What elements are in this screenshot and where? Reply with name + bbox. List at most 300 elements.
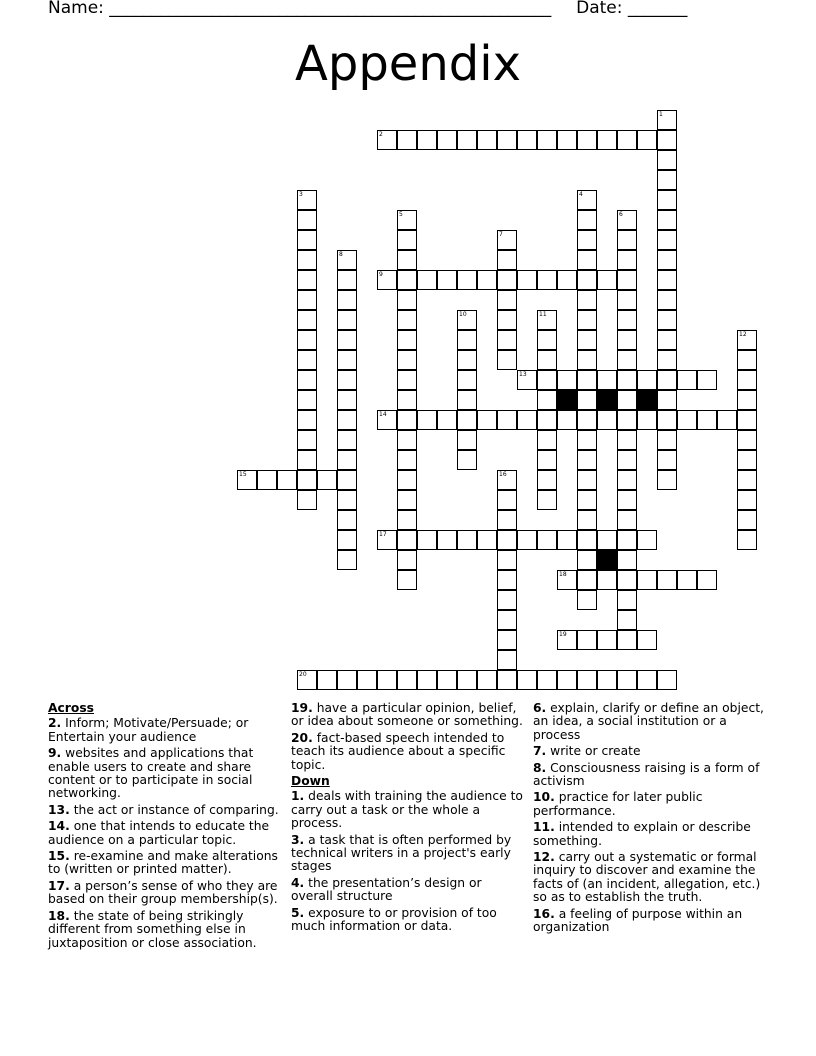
grid-cell[interactable] (677, 570, 697, 590)
clue-number-label: 15 (239, 471, 247, 478)
grid-cell[interactable] (397, 410, 417, 430)
grid-cell[interactable] (337, 350, 357, 370)
grid-cell[interactable] (397, 310, 417, 330)
grid-cell[interactable] (737, 410, 757, 430)
clue-number: 11. (533, 820, 555, 835)
grid-cell[interactable] (497, 270, 517, 290)
clue-text: the presentation’s design or overall structure (291, 875, 482, 904)
clue-down-12 (533, 851, 769, 905)
grid-cell[interactable] (637, 570, 657, 590)
grid-cell[interactable] (337, 530, 357, 550)
date-blank[interactable]: _______ (627, 0, 688, 18)
grid-cell[interactable] (477, 410, 497, 430)
grid-cell[interactable] (417, 410, 437, 430)
grid-cell[interactable] (597, 370, 617, 390)
grid-cell[interactable] (297, 230, 317, 250)
grid-cell[interactable] (437, 670, 457, 690)
clue-text: a task that is often performed by technical writers in a project's early stages (291, 832, 512, 874)
grid-cell[interactable] (657, 290, 677, 310)
grid-cell[interactable] (397, 390, 417, 410)
grid-cell[interactable] (357, 670, 377, 690)
grid-cell[interactable] (377, 410, 397, 430)
grid-cell[interactable] (497, 290, 517, 310)
grid-cell[interactable] (737, 530, 757, 550)
grid-cell[interactable] (657, 430, 677, 450)
grid-cell[interactable] (577, 530, 597, 550)
grid-cell[interactable] (297, 310, 317, 330)
clue-text: have a particular opinion, belief, or idea about someone or something. (291, 701, 523, 729)
grid-cell[interactable] (337, 670, 357, 690)
grid-cell[interactable] (597, 270, 617, 290)
grid-cell[interactable] (317, 470, 337, 490)
grid-cell[interactable] (577, 270, 597, 290)
grid-cell[interactable] (657, 330, 677, 350)
grid-cell[interactable] (597, 570, 617, 590)
grid-cell[interactable] (457, 430, 477, 450)
grid-cell[interactable] (517, 130, 537, 150)
grid-cell[interactable] (577, 630, 597, 650)
grid-cell[interactable] (337, 510, 357, 530)
grid-cell[interactable] (617, 450, 637, 470)
grid-cell[interactable] (397, 330, 417, 350)
grid-cell[interactable] (537, 490, 557, 510)
black-cell (597, 550, 617, 570)
clue-text: a person’s sense of who they are based on their group membership(s). (48, 878, 278, 907)
grid-cell[interactable] (577, 190, 597, 210)
grid-cell[interactable] (557, 630, 577, 650)
grid-cell[interactable] (617, 210, 637, 230)
grid-cell[interactable] (497, 330, 517, 350)
page-title: Appendix (295, 36, 521, 92)
grid-cell[interactable] (297, 330, 317, 350)
clue-number: 9. (48, 746, 62, 761)
clue-text: a feeling of purpose within an organization (533, 906, 743, 935)
clue-text: carry out a systematic or formal inquiry to discover and examine the facts of (an incident, allegation, etc.) so as to establish the truth. (533, 850, 761, 905)
grid-cell[interactable] (537, 470, 557, 490)
grid-cell[interactable] (577, 450, 597, 470)
grid-cell[interactable] (397, 230, 417, 250)
grid-cell[interactable] (617, 370, 637, 390)
grid-cell[interactable] (637, 410, 657, 430)
grid-cell[interactable] (457, 330, 477, 350)
clue-down-3 (291, 834, 523, 874)
grid-cell[interactable] (657, 190, 677, 210)
grid-cell[interactable] (617, 670, 637, 690)
grid-cell[interactable] (737, 490, 757, 510)
clue-number-label: 10 (459, 311, 467, 318)
grid-cell[interactable] (537, 350, 557, 370)
grid-cell[interactable] (657, 350, 677, 370)
grid-cell[interactable] (617, 290, 637, 310)
clue-number: 20. (291, 730, 313, 745)
clue-text: practice for later public performance. (533, 790, 703, 818)
grid-cell[interactable] (597, 130, 617, 150)
grid-cell[interactable] (517, 410, 537, 430)
grid-cell[interactable] (437, 130, 457, 150)
grid-cell[interactable] (437, 530, 457, 550)
grid-cell[interactable] (297, 270, 317, 290)
grid-cell[interactable] (657, 370, 677, 390)
clue-text: the state of being strikingly different from something else in juxtaposition or close association. (48, 908, 257, 950)
grid-cell[interactable] (657, 670, 677, 690)
grid-cell[interactable] (337, 550, 357, 570)
grid-cell[interactable] (537, 370, 557, 390)
grid-cell[interactable] (557, 570, 577, 590)
grid-cell[interactable] (337, 410, 357, 430)
grid-cell[interactable] (617, 270, 637, 290)
grid-cell[interactable] (417, 270, 437, 290)
grid-cell[interactable] (297, 670, 317, 690)
grid-cell[interactable] (457, 450, 477, 470)
grid-cell[interactable] (537, 390, 557, 410)
clue-text: websites and applications that enable users to create and share content or to participate in social networking. (48, 746, 254, 801)
grid-cell[interactable] (377, 130, 397, 150)
clue-down-5 (291, 907, 523, 934)
grid-cell[interactable] (377, 270, 397, 290)
grid-cell[interactable] (577, 370, 597, 390)
grid-cell[interactable] (497, 230, 517, 250)
grid-cell[interactable] (457, 130, 477, 150)
grid-cell[interactable] (297, 250, 317, 270)
grid-cell[interactable] (497, 490, 517, 510)
clue-text: deals with training the audience to carry out a task or the whole a process. (291, 789, 523, 831)
grid-cell[interactable] (657, 570, 677, 590)
grid-cell[interactable] (517, 270, 537, 290)
grid-cell[interactable] (577, 510, 597, 530)
grid-cell[interactable] (397, 210, 417, 230)
clue-text: write or create (550, 744, 641, 759)
grid-cell[interactable] (617, 490, 637, 510)
grid-cell[interactable] (397, 530, 417, 550)
grid-cell[interactable] (657, 450, 677, 470)
grid-cell[interactable] (297, 370, 317, 390)
grid-cell[interactable] (577, 330, 597, 350)
grid-cell[interactable] (397, 450, 417, 470)
clue-down-16 (533, 908, 769, 935)
grid-cell[interactable] (577, 490, 597, 510)
grid-cell[interactable] (657, 470, 677, 490)
grid-cell[interactable] (537, 530, 557, 550)
grid-cell[interactable] (477, 130, 497, 150)
grid-cell[interactable] (617, 410, 637, 430)
grid-cell[interactable] (577, 430, 597, 450)
grid-cell[interactable] (617, 510, 637, 530)
grid-cell[interactable] (337, 390, 357, 410)
grid-cell[interactable] (737, 510, 757, 530)
grid-cell[interactable] (577, 410, 597, 430)
grid-cell[interactable] (497, 130, 517, 150)
clue-number-label: 20 (299, 671, 307, 678)
grid-cell[interactable] (397, 290, 417, 310)
grid-cell[interactable] (737, 390, 757, 410)
grid-cell[interactable] (337, 370, 357, 390)
grid-cell[interactable] (397, 490, 417, 510)
clue-number: 7. (533, 744, 547, 759)
clue-column-3 (533, 702, 769, 938)
grid-cell[interactable] (537, 410, 557, 430)
grid-cell[interactable] (257, 470, 277, 490)
grid-cell[interactable] (737, 370, 757, 390)
clue-across-13 (48, 804, 280, 817)
grid-cell[interactable] (557, 530, 577, 550)
grid-cell[interactable] (417, 530, 437, 550)
name-blank[interactable]: ____________________________________________________ (109, 0, 552, 18)
grid-cell[interactable] (397, 350, 417, 370)
grid-cell[interactable] (617, 330, 637, 350)
grid-cell[interactable] (557, 370, 577, 390)
clue-number: 10. (533, 790, 555, 805)
grid-cell[interactable] (277, 470, 297, 490)
grid-cell[interactable] (597, 670, 617, 690)
grid-cell[interactable] (297, 490, 317, 510)
grid-cell[interactable] (737, 450, 757, 470)
grid-cell[interactable] (297, 390, 317, 410)
down-heading: Down (291, 774, 330, 789)
grid-cell[interactable] (497, 470, 517, 490)
grid-cell[interactable] (657, 310, 677, 330)
grid-cell[interactable] (637, 530, 657, 550)
grid-cell[interactable] (317, 670, 337, 690)
grid-cell[interactable] (617, 310, 637, 330)
grid-cell[interactable] (337, 470, 357, 490)
grid-cell[interactable] (497, 650, 517, 670)
grid-cell[interactable] (657, 110, 677, 130)
grid-cell[interactable] (717, 410, 737, 430)
grid-cell[interactable] (637, 630, 657, 650)
clue-number: 17. (48, 878, 70, 893)
clue-number: 1. (291, 789, 305, 804)
grid-cell[interactable] (397, 670, 417, 690)
grid-cell[interactable] (577, 250, 597, 270)
grid-cell[interactable] (617, 390, 637, 410)
grid-cell[interactable] (337, 250, 357, 270)
grid-cell[interactable] (457, 370, 477, 390)
clue-number-label: 6 (619, 211, 623, 218)
grid-cell[interactable] (577, 310, 597, 330)
grid-cell[interactable] (617, 130, 637, 150)
clue-down-4 (291, 877, 523, 904)
grid-cell[interactable] (637, 670, 657, 690)
grid-cell[interactable] (457, 310, 477, 330)
across-heading: Across (48, 701, 94, 715)
grid-cell[interactable] (457, 410, 477, 430)
grid-cell[interactable] (397, 570, 417, 590)
grid-cell[interactable] (377, 670, 397, 690)
grid-cell[interactable] (437, 270, 457, 290)
grid-cell[interactable] (697, 570, 717, 590)
grid-cell[interactable] (297, 450, 317, 470)
grid-cell[interactable] (597, 410, 617, 430)
grid-cell[interactable] (337, 310, 357, 330)
clue-text: intended to explain or describe something. (533, 820, 751, 848)
grid-cell[interactable] (457, 390, 477, 410)
grid-cell[interactable] (337, 290, 357, 310)
grid-cell[interactable] (617, 350, 637, 370)
grid-cell[interactable] (657, 150, 677, 170)
clue-number-label: 4 (579, 191, 583, 198)
grid-cell[interactable] (537, 450, 557, 470)
grid-cell[interactable] (557, 270, 577, 290)
grid-cell[interactable] (397, 470, 417, 490)
grid-cell[interactable] (577, 210, 597, 230)
grid-cell[interactable] (297, 190, 317, 210)
grid-cell[interactable] (517, 370, 537, 390)
grid-cell[interactable] (577, 350, 597, 370)
clue-number-label: 17 (379, 531, 387, 538)
clue-number-label: 1 (659, 111, 663, 118)
grid-cell[interactable] (557, 130, 577, 150)
black-cell (637, 390, 657, 410)
grid-cell[interactable] (617, 590, 637, 610)
grid-cell[interactable] (457, 350, 477, 370)
grid-cell[interactable] (477, 670, 497, 690)
grid-cell[interactable] (577, 550, 597, 570)
grid-cell[interactable] (657, 410, 677, 430)
grid-cell[interactable] (537, 670, 557, 690)
grid-cell[interactable] (657, 250, 677, 270)
clue-number-label: 3 (299, 191, 303, 198)
grid-cell[interactable] (497, 670, 517, 690)
grid-cell[interactable] (617, 230, 637, 250)
grid-cell[interactable] (237, 470, 257, 490)
grid-cell[interactable] (617, 630, 637, 650)
grid-cell[interactable] (617, 530, 637, 550)
grid-cell[interactable] (497, 410, 517, 430)
grid-cell[interactable] (657, 390, 677, 410)
grid-cell[interactable] (737, 330, 757, 350)
grid-cell[interactable] (557, 670, 577, 690)
grid-cell[interactable] (537, 310, 557, 330)
grid-cell[interactable] (477, 270, 497, 290)
grid-cell[interactable] (417, 130, 437, 150)
grid-cell[interactable] (437, 410, 457, 430)
grid-cell[interactable] (617, 610, 637, 630)
clue-number: 16. (533, 906, 555, 921)
clue-number: 18. (48, 908, 70, 923)
clue-down-11 (533, 821, 769, 848)
grid-cell[interactable] (597, 530, 617, 550)
grid-cell[interactable] (577, 670, 597, 690)
grid-cell[interactable] (617, 570, 637, 590)
grid-cell[interactable] (337, 270, 357, 290)
grid-cell[interactable] (377, 530, 397, 550)
grid-cell[interactable] (657, 230, 677, 250)
grid-cell[interactable] (297, 410, 317, 430)
clue-text: Inform; Motivate/Persuade; or Entertain your audience (48, 716, 249, 744)
grid-cell[interactable] (497, 510, 517, 530)
grid-cell[interactable] (397, 270, 417, 290)
grid-cell[interactable] (337, 490, 357, 510)
clue-number-label: 19 (559, 631, 567, 638)
grid-cell[interactable] (497, 310, 517, 330)
grid-cell[interactable] (577, 470, 597, 490)
clue-column-2 (291, 702, 523, 937)
grid-cell[interactable] (397, 510, 417, 530)
grid-cell[interactable] (697, 410, 717, 430)
grid-cell[interactable] (297, 430, 317, 450)
grid-cell[interactable] (537, 270, 557, 290)
grid-cell[interactable] (617, 470, 637, 490)
grid-cell[interactable] (517, 670, 537, 690)
clue-number: 4. (291, 875, 305, 890)
grid-cell[interactable] (337, 450, 357, 470)
grid-cell[interactable] (637, 370, 657, 390)
grid-cell[interactable] (737, 470, 757, 490)
grid-cell[interactable] (497, 350, 517, 370)
grid-cell[interactable] (577, 590, 597, 610)
black-cell (557, 390, 577, 410)
grid-cell[interactable] (677, 370, 697, 390)
grid-cell[interactable] (677, 410, 697, 430)
grid-cell[interactable] (417, 670, 437, 690)
grid-cell[interactable] (397, 130, 417, 150)
clue-number-label: 5 (399, 211, 403, 218)
grid-cell[interactable] (457, 270, 477, 290)
grid-cell[interactable] (397, 370, 417, 390)
grid-cell[interactable] (497, 570, 517, 590)
grid-cell[interactable] (457, 530, 477, 550)
grid-cell[interactable] (497, 590, 517, 610)
grid-cell[interactable] (337, 430, 357, 450)
grid-cell[interactable] (517, 530, 537, 550)
grid-cell[interactable] (297, 350, 317, 370)
clue-across-2 (48, 717, 280, 744)
grid-cell[interactable] (497, 250, 517, 270)
clue-down-6 (533, 702, 769, 742)
grid-cell[interactable] (457, 670, 477, 690)
clue-number: 12. (533, 850, 555, 865)
grid-cell[interactable] (737, 430, 757, 450)
grid-cell[interactable] (737, 350, 757, 370)
grid-cell[interactable] (297, 470, 317, 490)
grid-cell[interactable] (557, 410, 577, 430)
grid-cell[interactable] (397, 550, 417, 570)
grid-cell[interactable] (297, 210, 317, 230)
grid-cell[interactable] (397, 430, 417, 450)
grid-cell[interactable] (497, 630, 517, 650)
grid-cell[interactable] (397, 250, 417, 270)
grid-cell[interactable] (497, 530, 517, 550)
grid-cell[interactable] (577, 130, 597, 150)
grid-cell[interactable] (537, 330, 557, 350)
grid-cell[interactable] (577, 390, 597, 410)
grid-cell[interactable] (597, 630, 617, 650)
clue-number: 8. (533, 760, 547, 775)
grid-cell[interactable] (577, 230, 597, 250)
clue-number: 15. (48, 849, 70, 864)
grid-cell[interactable] (337, 330, 357, 350)
grid-cell[interactable] (657, 130, 677, 150)
grid-cell[interactable] (617, 250, 637, 270)
grid-cell[interactable] (617, 550, 637, 570)
grid-cell[interactable] (657, 210, 677, 230)
grid-cell[interactable] (537, 430, 557, 450)
grid-cell[interactable] (697, 370, 717, 390)
clue-text: fact-based speech intended to teach its audience about a specific topic. (291, 730, 506, 772)
grid-cell[interactable] (637, 130, 657, 150)
grid-cell[interactable] (497, 550, 517, 570)
clue-text: one that intends to educate the audience on a particular topic. (48, 819, 270, 847)
grid-cell[interactable] (657, 270, 677, 290)
grid-cell[interactable] (577, 570, 597, 590)
grid-cell[interactable] (477, 530, 497, 550)
grid-cell[interactable] (497, 610, 517, 630)
grid-cell[interactable] (297, 290, 317, 310)
grid-cell[interactable] (617, 430, 637, 450)
grid-cell[interactable] (657, 170, 677, 190)
grid-cell[interactable] (537, 130, 557, 150)
grid-cell[interactable] (577, 290, 597, 310)
